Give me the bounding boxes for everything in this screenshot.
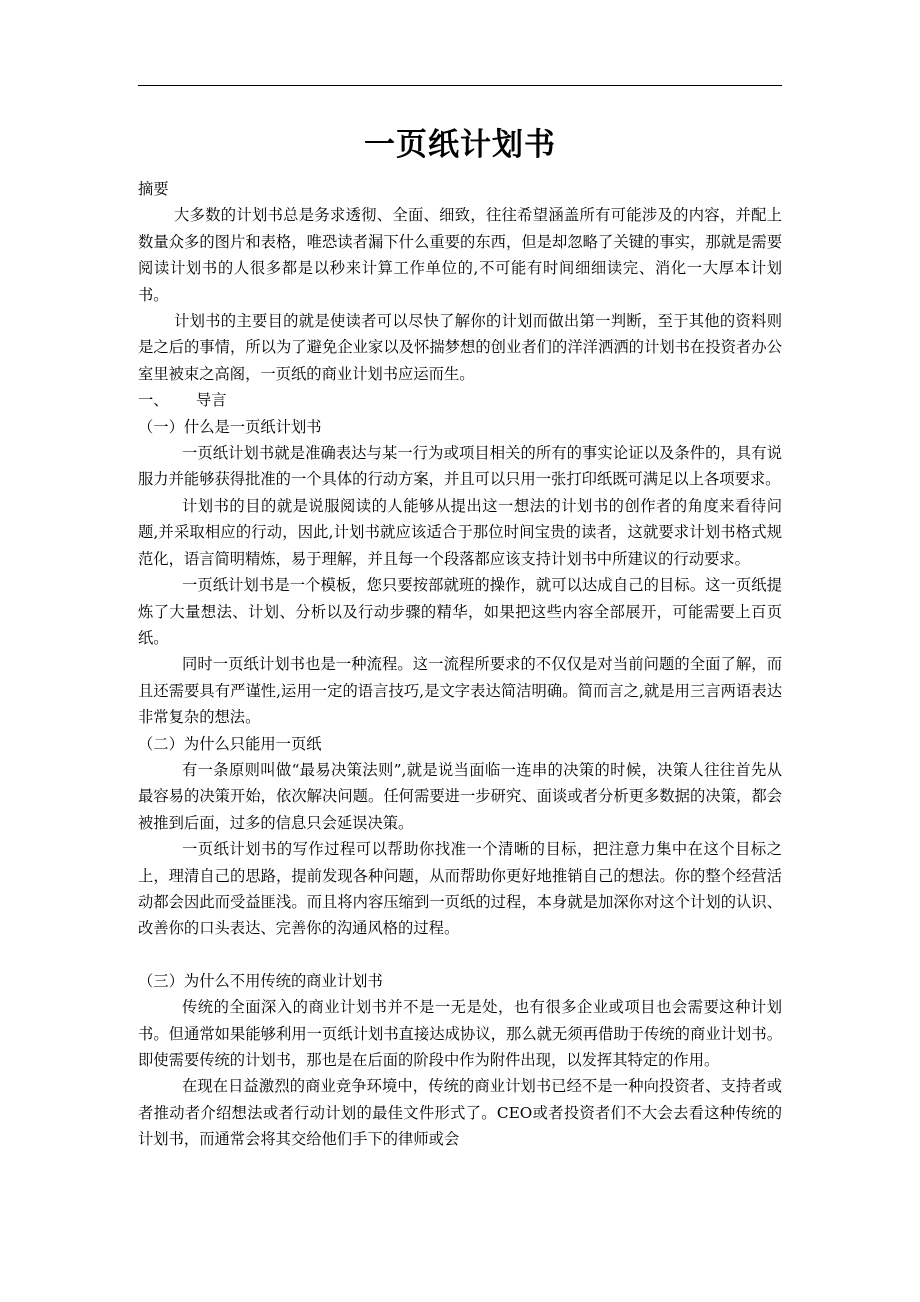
document-title: 一页纸计划书 [364,127,556,163]
document-body [138,176,782,1153]
subsection-heading: （二）为什么只能用一页纸 [138,734,322,753]
section-title: 导言 [196,391,227,410]
subsection-heading: （一）什么是一页纸计划书 [138,417,322,436]
body-paragraph: 一页纸计划书就是准确表达与某一行为或项目相关的所有的事实论证以及条件的，具有说服力并能够获得批准的一个具体的行动方案，并且可以只用一张打印纸既可满足以上各项要求。 [138,444,782,489]
header-rule [138,85,782,86]
abstract-heading: 摘要 [138,180,169,198]
body-paragraph: 计划书的目的就是说服阅读的人能够从提出这一想法的计划书的创作者的角度来看待问题,并采取相应的行动，因此,计划书就应该适合于那位时间宝贵的读者，这就要求计划书格式规范化，语言简明精炼，易于理解，并且每一个段落都应该支持计划书中所建议的行动要求。 [138,496,782,568]
subsection-heading: （三）为什么不用传统的商业计划书 [138,971,383,990]
section-number: 一、 [138,391,169,410]
body-paragraph: 一页纸计划书是一个模板，您只要按部就班的操作，就可以达成自己的目标。这一页纸提炼了大量想法、计划、分析以及行动步骤的精华，如果把这些内容全部展开，可能需要上百页纸。 [138,576,782,647]
body-paragraph: 一页纸计划书的写作过程可以帮助你找准一个清晰的目标，把注意力集中在这个目标之上，理清自己的思路，提前发现各种问题，从而帮助你更好地推销自己的想法。你的整个经营活动都会因此而受益匪浅。而且将内容压缩到一页纸的过程，本身就是加深你对这个计划的认识、改善你的口头表达、完善你的沟通风格的过程。 [138,840,782,938]
paragraph-spacer [138,942,782,968]
body-paragraph: 在现在日益激烈的商业竞争环境中，传统的商业计划书已经不是一种向投资者、支持者或者推动者介绍想法或者行动计划的最佳文件形式了。CEO或者投资者们不大会去看这种传统的计划书，而通常会将其交给他们手下的律师或会 [138,1077,782,1149]
abstract-paragraph: 大多数的计划书总是务求透彻、全面、细致，往往希望涵盖所有可能涉及的内容，并配上数量众多的图片和表格，唯恐读者漏下什么重要的东西，但是却忽略了关键的事实，那就是需要阅读计划书的人很多都是以秒来计算工作单位的,不可能有时间细细读完、消化一大厚本计划书。 [138,206,782,304]
body-paragraph: 传统的全面深入的商业计划书并不是一无是处，也有很多企业或项目也会需要这种计划书。但通常如果能够利用一页纸计划书直接达成协议，那么就无须再借助于传统的商业计划书。即使需要传统的计划书，那也是在后面的阶段中作为附件出现，以发挥其特定的作用。 [138,998,782,1069]
section-heading [138,387,782,413]
body-paragraph: 同时一页纸计划书也是一种流程。这一流程所要求的不仅仅是对当前问题的全面了解，而且还需要具有严谨性,运用一定的语言技巧,是文字表达简洁明确。简而言之,就是用三言两语表达非常复杂的想法。 [138,655,782,727]
body-paragraph: 有一条原则叫做“最易决策法则”,就是说当面临一连串的决策的时候，决策人往往首先从最容易的决策开始，依次解决问题。任何需要进一步研究、面谈或者分析更多数据的决策，都会被推到后面，过多的信息只会延误决策。 [138,760,782,832]
abstract-paragraph: 计划书的主要目的就是使读者可以尽快了解你的计划而做出第一判断，至于其他的资料则是之后的事情，所以为了避免企业家以及怀揣梦想的创业者们的洋洋洒洒的计划书在投资者办公室里被束之高阁，一页纸的商业计划书应运而生。 [138,312,782,383]
